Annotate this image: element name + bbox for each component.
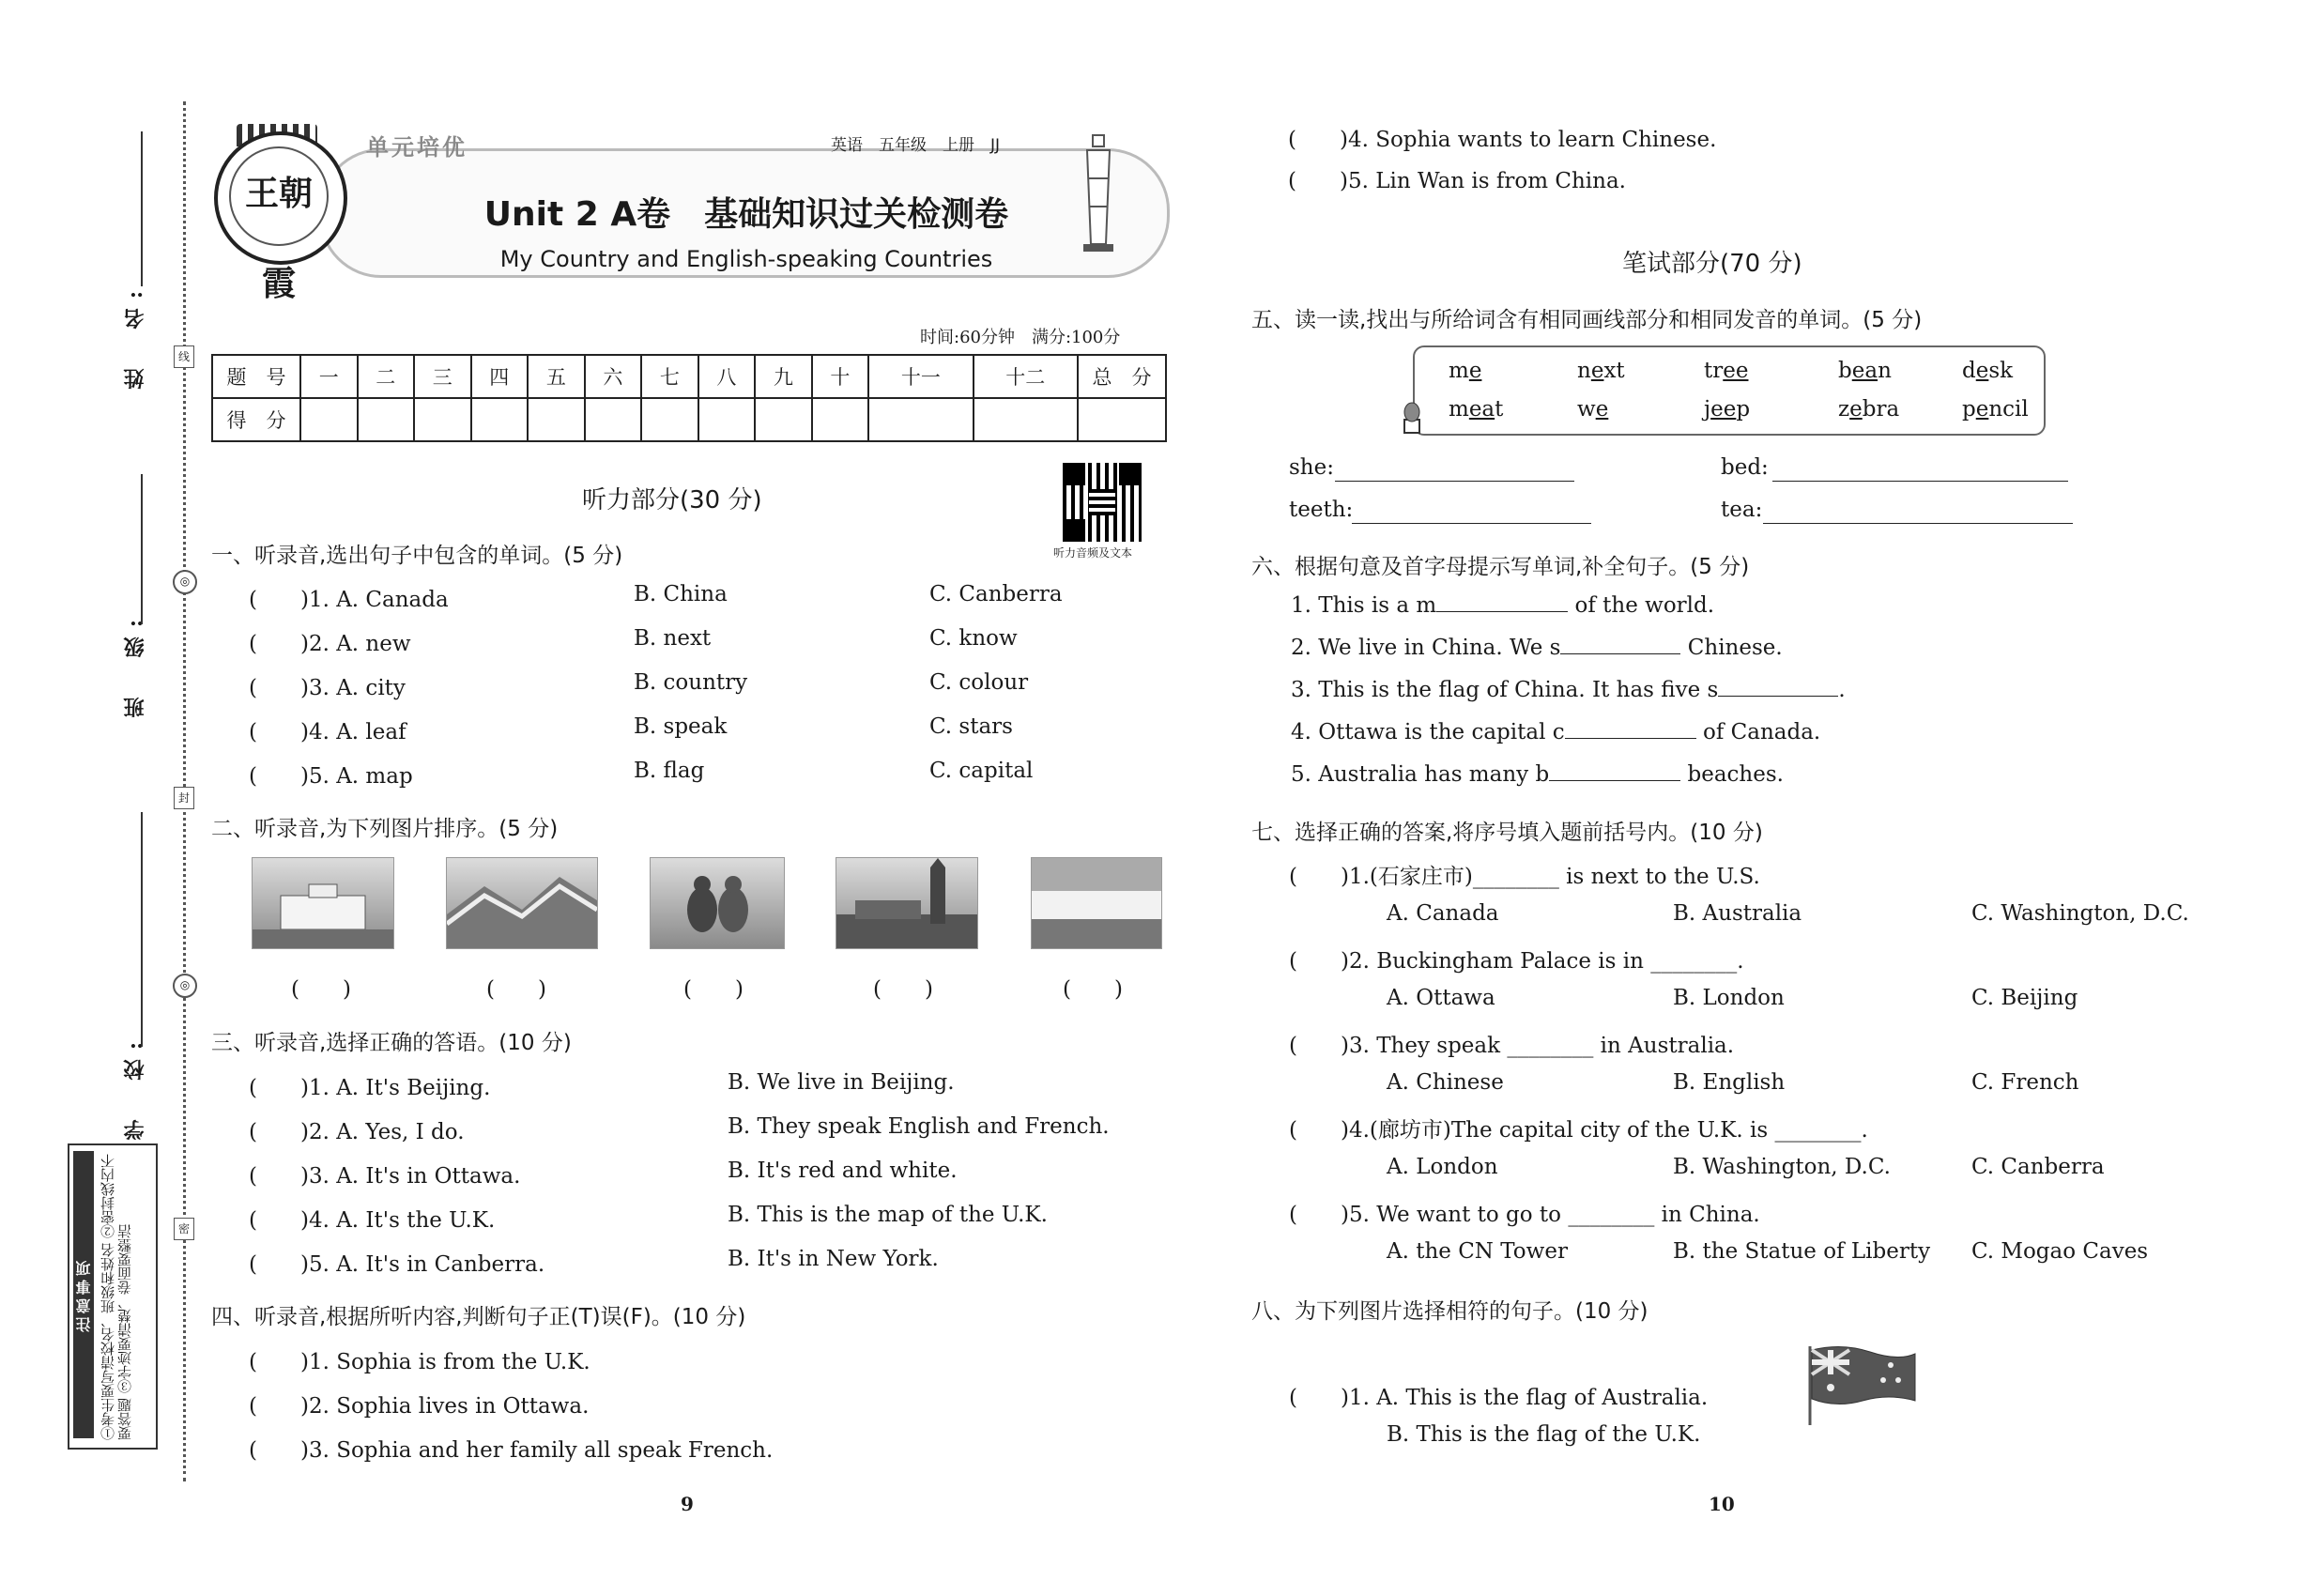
table-cell: 二 — [358, 355, 415, 398]
s8-q1-a: ( )1. A. This is the flag of Australia. — [1289, 1386, 1709, 1410]
score-input-cell[interactable] — [471, 398, 529, 441]
section-4-title: 四、听录音,根据所听内容,判断句子正(T)误(F)。(10 分) — [211, 1305, 746, 1329]
score-input-cell[interactable] — [1078, 398, 1166, 441]
s7-q5-c: C. Mogao Caves — [1971, 1239, 2149, 1264]
table-cell: 总 分 — [1078, 355, 1166, 398]
listening-part-title: 听力部分(30 分) — [582, 486, 762, 514]
answer-line-tea[interactable] — [1763, 523, 2073, 524]
score-input-cell[interactable] — [585, 398, 642, 441]
s4-q1: ( )1. Sophia is from the U.K. — [249, 1350, 590, 1374]
table-cell: 题 号 — [212, 355, 300, 398]
page-title: Unit 2 A卷 基础知识过关检测卷 — [483, 195, 1009, 234]
table-cell: 四 — [471, 355, 529, 398]
s6-q3: 3. This is the flag of China. It has five s . — [1291, 678, 1846, 702]
section-8-title: 八、为下列图片选择相符的句子。(10 分) — [1251, 1299, 1648, 1324]
book-meta: 英语 五年级 上册 JJ — [831, 136, 1001, 155]
word-next: next — [1577, 359, 1625, 383]
word-tree: tree — [1704, 359, 1749, 383]
logo-text: 王朝霞 — [229, 146, 329, 246]
score-input-cell[interactable] — [755, 398, 812, 441]
qr-caption: 听力音频及文本 — [1053, 546, 1133, 560]
name-field-line — [141, 131, 143, 286]
page-number-left: 9 — [681, 1493, 694, 1515]
s3-q1-a: ( )1. A. It's Beijing. — [249, 1076, 491, 1100]
picture-answer-5[interactable]: ( ) — [1063, 977, 1123, 1002]
score-input-cell[interactable] — [868, 398, 973, 441]
s3-q4-a: ( )4. A. It's the U.K. — [249, 1208, 496, 1233]
qr-code-icon[interactable] — [1063, 463, 1142, 542]
picture-kangaroos — [650, 857, 785, 949]
school-field-line — [141, 812, 143, 1047]
s6-q5: 5. Australia has many b beaches. — [1291, 762, 1784, 787]
s4-q5: ( )5. Lin Wan is from China. — [1288, 169, 1626, 193]
word-zebra: zebra — [1838, 397, 1900, 422]
s4-q2: ( )2. Sophia lives in Ottawa. — [249, 1394, 590, 1419]
prompt-tea: tea: — [1721, 498, 1763, 522]
picture-white-house — [252, 857, 394, 949]
section-3-title: 三、听录音,选择正确的答语。(10 分) — [211, 1031, 572, 1055]
picture-answer-4[interactable]: ( ) — [873, 977, 933, 1002]
s1-q4-b: B. speak — [634, 714, 728, 739]
notes-box — [68, 1143, 158, 1450]
score-input-cell[interactable] — [641, 398, 698, 441]
score-input-cell[interactable] — [414, 398, 471, 441]
s7-q3-c: C. French — [1971, 1070, 2079, 1095]
word-meat: meat — [1449, 397, 1504, 422]
section-1-title: 一、听录音,选出句子中包含的单词。(5 分) — [211, 544, 623, 568]
picture-answer-2[interactable]: ( ) — [486, 977, 546, 1002]
s1-q5-b: B. flag — [634, 759, 705, 783]
s7-q2-a: A. Ottawa — [1387, 986, 1495, 1010]
score-value-row — [212, 398, 1166, 441]
table-cell: 七 — [641, 355, 698, 398]
lighthouse-icon — [1080, 131, 1117, 253]
s7-q5: ( )5. We want to go to ________ in China. — [1289, 1203, 1760, 1227]
s8-q1-b: B. This is the flag of the U.K. — [1387, 1422, 1701, 1447]
section-6-title: 六、根据句意及首字母提示写单词,补全句子。(5 分) — [1251, 555, 1750, 579]
s7-q5-b: B. the Statue of Liberty — [1673, 1239, 1931, 1264]
s4-q4: ( )4. Sophia wants to learn Chinese. — [1288, 128, 1717, 152]
s1-q2-b: B. next — [634, 626, 712, 651]
s1-q3-b: B. country — [634, 670, 748, 695]
s3-q5-a: ( )5. A. It's in Canberra. — [249, 1252, 545, 1277]
s1-q1-c: C. Canberra — [929, 582, 1063, 606]
s1-q1-b: B. China — [634, 582, 728, 606]
s1-q3-c: C. colour — [929, 670, 1029, 695]
table-cell: 九 — [755, 355, 812, 398]
s7-q2-c: C. Beijing — [1971, 986, 2078, 1010]
australia-flag-icon — [1804, 1343, 1917, 1427]
s1-q4: ( )4. A. leaf — [249, 720, 406, 744]
punch-circle: ◎ — [173, 974, 197, 998]
table-cell: 三 — [414, 355, 471, 398]
table-cell: 十 — [812, 355, 869, 398]
picture-big-ben — [836, 857, 978, 949]
s7-q4-b: B. Washington, D.C. — [1673, 1155, 1891, 1179]
s1-q3: ( )3. A. city — [249, 676, 406, 700]
picture-great-wall — [446, 857, 598, 949]
word-pencil: pencil — [1962, 397, 2029, 422]
picture-niagara-falls — [1031, 857, 1162, 949]
class-label: 班 级: — [123, 610, 147, 718]
s7-q1-a: A. Canada — [1387, 901, 1499, 926]
s3-q3-a: ( )3. A. It's in Ottawa. — [249, 1164, 521, 1189]
prompt-she: she: — [1289, 455, 1334, 480]
table-cell: 五 — [528, 355, 585, 398]
section-2-title: 二、听录音,为下列图片排序。(5 分) — [211, 817, 559, 841]
prompt-teeth: teeth: — [1289, 498, 1354, 522]
word-jeep: jeep — [1704, 397, 1751, 422]
s1-q2: ( )2. A. new — [249, 632, 411, 656]
page-subtitle: My Country and English-speaking Countries — [499, 246, 993, 272]
table-cell: 十一 — [868, 355, 973, 398]
s7-q5-a: A. the CN Tower — [1387, 1239, 1568, 1264]
picture-answer-3[interactable]: ( ) — [683, 977, 744, 1002]
s7-q4-c: C. Canberra — [1971, 1155, 2105, 1179]
s6-q2: 2. We live in China. We s Chinese. — [1291, 636, 1783, 660]
answer-line-she[interactable] — [1335, 481, 1574, 482]
s1-q2-c: C. know — [929, 626, 1018, 651]
score-input-cell[interactable] — [812, 398, 869, 441]
s7-q4-a: A. London — [1387, 1155, 1498, 1179]
s6-q1: 1. This is a m of the world. — [1291, 593, 1715, 618]
table-cell: 八 — [698, 355, 756, 398]
s3-q2-b: B. They speak English and French. — [728, 1114, 1110, 1139]
cut-mark-secret: 密 — [174, 1218, 194, 1240]
time-info: 时间:60分钟 满分:100分 — [920, 328, 1121, 347]
s7-q4: ( )4.(廊坊市)The capital city of the U.K. is ________. — [1289, 1118, 1868, 1143]
s7-q1-b: B. Australia — [1673, 901, 1802, 926]
picture-answer-1[interactable]: ( ) — [291, 977, 351, 1002]
s1-q1: ( )1. A. Canada — [249, 588, 449, 612]
cut-mark-seal: 封 — [174, 787, 194, 809]
score-input-cell[interactable] — [698, 398, 756, 441]
table-cell: 十二 — [974, 355, 1078, 398]
notes-title: 注意事项 — [73, 1151, 94, 1438]
word-me: me — [1449, 359, 1482, 383]
s7-q3-a: A. Chinese — [1387, 1070, 1504, 1095]
s7-q3-b: B. English — [1673, 1070, 1786, 1095]
section-7-title: 七、选择正确的答案,将序号填入题前括号内。(10 分) — [1251, 821, 1763, 845]
s7-q1-c: C. Washington, D.C. — [1971, 901, 2189, 926]
s3-q1-b: B. We live in Beijing. — [728, 1070, 955, 1095]
answer-line-teeth[interactable] — [1352, 523, 1591, 524]
s3-q2-a: ( )2. A. Yes, I do. — [249, 1120, 465, 1144]
score-input-cell[interactable] — [358, 398, 415, 441]
s4-q3: ( )3. Sophia and her family all speak French. — [249, 1438, 774, 1463]
word-we: we — [1577, 397, 1609, 422]
notes-text: ①考生要写清校名、班级和姓名 ②密封线内不要答题 ③字迹要清楚、卷面要整洁 — [100, 1154, 133, 1440]
s7-q1: ( )1.(石家庄市)________ is next to the U.S. — [1289, 865, 1760, 889]
s7-q2-b: B. London — [1673, 986, 1785, 1010]
answer-line-bed[interactable] — [1772, 481, 2068, 482]
table-cell: 一 — [300, 355, 358, 398]
score-input-cell[interactable] — [974, 398, 1078, 441]
writing-part-title: 笔试部分(70 分) — [1622, 250, 1802, 278]
plant-icon — [1399, 399, 1425, 435]
word-desk: desk — [1962, 359, 2014, 383]
logo — [214, 131, 347, 303]
s3-q4-b: B. This is the map of the U.K. — [728, 1203, 1048, 1227]
s6-q4: 4. Ottawa is the capital c of Canada. — [1291, 720, 1821, 744]
cut-mark-line: 线 — [174, 345, 194, 368]
s3-q3-b: B. It's red and white. — [728, 1159, 958, 1183]
word-bean: bean — [1838, 359, 1892, 383]
tab-label: 单元培优 — [366, 134, 468, 161]
school-label: 学 校: — [123, 1033, 147, 1141]
score-header-row — [212, 355, 1166, 398]
table-cell: 六 — [585, 355, 642, 398]
class-field-line — [141, 474, 143, 624]
table-cell: 得 分 — [212, 398, 300, 441]
s1-q4-c: C. stars — [929, 714, 1013, 739]
s7-q3: ( )3. They speak ________ in Australia. — [1289, 1034, 1735, 1058]
score-table — [211, 354, 1167, 442]
prompt-bed: bed: — [1721, 455, 1769, 480]
punch-circle: ◎ — [173, 570, 197, 594]
section-5-title: 五、读一读,找出与所给词含有相同画线部分和相同发音的单词。(5 分) — [1251, 308, 1923, 332]
s3-q5-b: B. It's in New York. — [728, 1247, 939, 1271]
score-input-cell[interactable] — [300, 398, 358, 441]
score-input-cell[interactable] — [528, 398, 585, 441]
s7-q2: ( )2. Buckingham Palace is in ________. — [1289, 949, 1744, 974]
name-label: 姓 名: — [123, 282, 147, 390]
s1-q5: ( )5. A. map — [249, 764, 413, 789]
page-number-right: 10 — [1709, 1493, 1735, 1515]
s1-q5-c: C. capital — [929, 759, 1034, 783]
